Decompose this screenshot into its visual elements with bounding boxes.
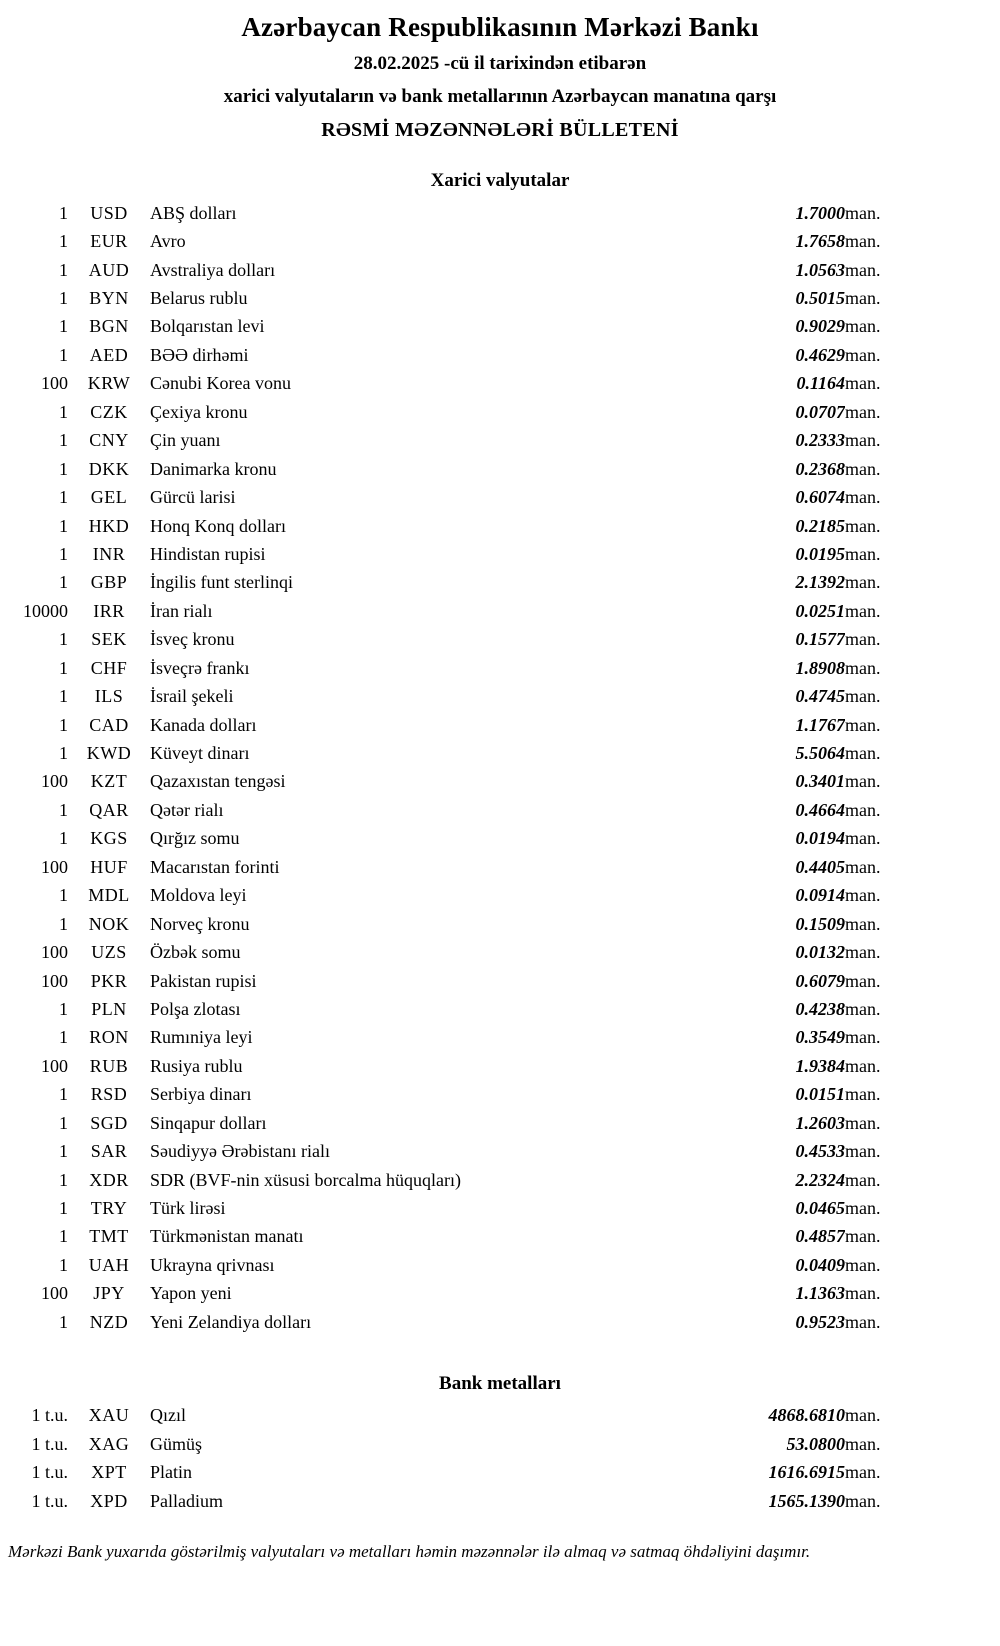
rate-value-cell: 1.7658 (795, 231, 845, 252)
quantity-cell: 1 (59, 913, 68, 934)
currency-name-cell: Kanada dolları (150, 714, 257, 735)
quantity-cell: 1 (59, 1254, 68, 1275)
rate-row (0, 1458, 915, 1486)
rate-row (0, 938, 915, 966)
currency-code-cell: SGD (90, 1112, 128, 1133)
unit-label-cell: man. (845, 714, 881, 735)
currency-code-cell: NOK (88, 913, 130, 934)
subject-line: xarici valyutaların və bank metallarının Azərbaycan manatına qarşı (223, 86, 777, 107)
rate-row (0, 967, 915, 995)
quantity-cell: 1 (59, 316, 68, 337)
rate-value-cell: 0.4533 (795, 1141, 845, 1162)
currency-name-cell: Küveyt dinarı (150, 743, 250, 764)
currency-code-cell: KWD (86, 743, 132, 764)
currency-code-cell: RUB (89, 1055, 129, 1076)
currency-code-cell: QAR (89, 799, 129, 820)
quantity-cell: 1 (59, 344, 68, 365)
unit-label-cell: man. (845, 487, 881, 508)
rate-row (0, 427, 915, 455)
currency-code-cell: XPD (90, 1490, 128, 1511)
rate-row (0, 199, 915, 227)
rate-row (0, 1024, 915, 1052)
currency-name-cell: Səudiyyə Ərəbistanı rialı (150, 1141, 330, 1162)
unit-label-cell: man. (845, 202, 881, 223)
unit-label-cell: man. (845, 1226, 881, 1247)
currency-name-cell: Türkmənistan manatı (150, 1226, 304, 1247)
quantity-cell: 1 t.u. (31, 1405, 68, 1426)
quantity-cell: 100 (41, 856, 68, 877)
currency-code-cell: HUF (90, 856, 128, 877)
rate-row (0, 739, 915, 767)
currency-code-cell: DKK (88, 458, 130, 479)
currency-name-cell: Qırğız somu (150, 828, 240, 849)
rate-value-cell: 2.1392 (795, 572, 845, 593)
rate-row (0, 1223, 915, 1251)
rate-value-cell: 0.6079 (795, 970, 845, 991)
bank-title: Azərbaycan Respublikasının Mərkəzi Bankı (241, 12, 759, 42)
currency-name-cell: Çexiya kronu (150, 401, 248, 422)
rate-value-cell: 0.3401 (795, 771, 845, 792)
rate-value-cell: 0.4405 (795, 856, 845, 877)
currency-name-cell: Honq Konq dolları (150, 515, 286, 536)
unit-label-cell: man. (845, 1141, 881, 1162)
quantity-cell: 1 (59, 1198, 68, 1219)
currency-name-cell: Sinqapur dolları (150, 1112, 267, 1133)
rate-row (0, 654, 915, 682)
currency-code-cell: CZK (90, 401, 128, 422)
rate-value-cell: 1.1363 (795, 1283, 845, 1304)
rate-row (0, 1052, 915, 1080)
currency-code-cell: KZT (90, 771, 128, 792)
rate-value-cell: 0.0251 (795, 600, 845, 621)
unit-label-cell: man. (845, 1198, 881, 1219)
rate-row (0, 1109, 915, 1137)
rate-row (0, 597, 915, 625)
currency-name-cell: Gümüş (150, 1433, 203, 1454)
rate-value-cell: 0.0409 (795, 1254, 845, 1275)
rate-value-cell: 0.4664 (795, 799, 845, 820)
rate-row (0, 1308, 915, 1336)
currency-code-cell: SEK (91, 629, 127, 650)
rate-value-cell: 53.0800 (786, 1433, 845, 1454)
quantity-cell: 100 (41, 942, 68, 963)
currency-code-cell: TRY (90, 1198, 128, 1219)
currency-code-cell: IRR (93, 600, 125, 621)
unit-label-cell: man. (845, 288, 881, 309)
currency-code-cell: NZD (89, 1311, 129, 1332)
currency-code-cell: CAD (89, 714, 129, 735)
rate-value-cell: 0.0465 (795, 1198, 845, 1219)
rate-value-cell: 0.2185 (795, 515, 845, 536)
effective-date-line: 28.02.2025 -cü il tarixindən etibarən (353, 53, 647, 74)
quantity-cell: 1 (59, 288, 68, 309)
quantity-cell: 1 (59, 885, 68, 906)
currency-name-cell: Ukrayna qrivnası (150, 1254, 275, 1275)
currency-name-cell: Rumıniya leyi (150, 1027, 253, 1048)
unit-label-cell: man. (845, 686, 881, 707)
currency-code-cell: TMT (89, 1226, 129, 1247)
rate-value-cell: 0.0914 (795, 885, 845, 906)
rate-row (0, 313, 915, 341)
quantity-cell: 1 (59, 458, 68, 479)
currency-name-cell: Avstraliya dolları (150, 259, 276, 280)
currency-name-cell: Yapon yeni (150, 1283, 232, 1304)
unit-label-cell: man. (845, 231, 881, 252)
quantity-cell: 100 (41, 771, 68, 792)
unit-label-cell: man. (845, 1311, 881, 1332)
quantity-cell: 1 (59, 743, 68, 764)
unit-label-cell: man. (845, 316, 881, 337)
currency-name-cell: İngilis funt sterlinqi (150, 572, 293, 593)
quantity-cell: 1 (59, 1141, 68, 1162)
currency-code-cell: UAH (88, 1254, 130, 1275)
rate-row (0, 1194, 915, 1222)
unit-label-cell: man. (845, 1433, 881, 1454)
unit-label-cell: man. (845, 543, 881, 564)
currencies-section-title: Xarici valyutalar (430, 170, 570, 191)
rate-row (0, 455, 915, 483)
rate-row (0, 1251, 915, 1279)
quantity-cell: 1 (59, 259, 68, 280)
unit-label-cell: man. (845, 913, 881, 934)
unit-label-cell: man. (845, 1405, 881, 1426)
rate-row (0, 910, 915, 938)
rate-row (0, 853, 915, 881)
currency-name-cell: BƏƏ dirhəmi (150, 344, 249, 365)
unit-label-cell: man. (845, 1112, 881, 1133)
rate-value-cell: 1616.6915 (768, 1462, 845, 1483)
rate-row (0, 882, 915, 910)
currency-name-cell: Çin yuanı (150, 430, 221, 451)
rate-value-cell: 0.2368 (795, 458, 845, 479)
currency-code-cell: EUR (90, 231, 128, 252)
currency-name-cell: Serbiya dinarı (150, 1084, 252, 1105)
unit-label-cell: man. (845, 828, 881, 849)
rate-value-cell: 0.4745 (795, 686, 845, 707)
quantity-cell: 1 t.u. (31, 1433, 68, 1454)
rate-value-cell: 0.0151 (795, 1084, 845, 1105)
currency-code-cell: SAR (90, 1141, 128, 1162)
rate-row (0, 341, 915, 369)
currency-name-cell: Qızıl (150, 1405, 186, 1426)
quantity-cell: 1 (59, 1311, 68, 1332)
currency-name-cell: Yeni Zelandiya dolları (150, 1311, 312, 1332)
unit-label-cell: man. (845, 401, 881, 422)
quantity-cell: 1 (59, 515, 68, 536)
rate-row (0, 512, 915, 540)
quantity-cell: 1 (59, 430, 68, 451)
rate-row (0, 1430, 915, 1458)
currency-code-cell: XAU (88, 1405, 130, 1426)
currency-code-cell: XDR (89, 1169, 129, 1190)
currency-name-cell: Macarıstan forinti (150, 856, 280, 877)
quantity-cell: 1 (59, 202, 68, 223)
unit-label-cell: man. (845, 515, 881, 536)
currency-name-cell: Özbək somu (150, 942, 241, 963)
rate-row (0, 1166, 915, 1194)
unit-label-cell: man. (845, 458, 881, 479)
rate-value-cell: 1.7000 (795, 202, 845, 223)
rate-value-cell: 0.4238 (795, 998, 845, 1019)
currency-name-cell: Platin (150, 1462, 193, 1483)
rate-value-cell: 0.0707 (795, 401, 845, 422)
rate-value-cell: 0.9029 (795, 316, 845, 337)
currency-name-cell: ABŞ dolları (150, 202, 237, 223)
unit-label-cell: man. (845, 1027, 881, 1048)
quantity-cell: 1 (59, 686, 68, 707)
quantity-cell: 1 (59, 1027, 68, 1048)
rate-value-cell: 0.1577 (795, 629, 845, 650)
quantity-cell: 1 (59, 657, 68, 678)
quantity-cell: 100 (41, 970, 68, 991)
unit-label-cell: man. (845, 942, 881, 963)
unit-label-cell: man. (845, 998, 881, 1019)
currency-name-cell: Danimarka kronu (150, 458, 277, 479)
quantity-cell: 1 (59, 543, 68, 564)
unit-label-cell: man. (845, 1283, 881, 1304)
unit-label-cell: man. (845, 344, 881, 365)
currency-code-cell: UZS (91, 942, 127, 963)
rate-value-cell: 1.2603 (795, 1112, 845, 1133)
rate-value-cell: 0.5015 (795, 288, 845, 309)
rate-value-cell: 0.4629 (795, 344, 845, 365)
currency-name-cell: Qazaxıstan tengəsi (150, 771, 286, 792)
rate-value-cell: 0.0194 (795, 828, 845, 849)
currency-name-cell: İran rialı (150, 600, 213, 621)
rate-row (0, 569, 915, 597)
rate-value-cell: 1565.1390 (768, 1490, 845, 1511)
unit-label-cell: man. (845, 799, 881, 820)
currency-code-cell: BYN (89, 288, 129, 309)
currency-name-cell: Belarus rublu (150, 288, 248, 309)
currency-name-cell: Moldova leyi (150, 885, 247, 906)
unit-label-cell: man. (845, 1055, 881, 1076)
currency-name-cell: İsrail şekeli (150, 686, 234, 707)
unit-label-cell: man. (845, 430, 881, 451)
currency-code-cell: GEL (90, 487, 128, 508)
metals-table (0, 1402, 915, 1516)
currency-name-cell: Bolqarıstan levi (150, 316, 265, 337)
rate-row (0, 284, 915, 312)
quantity-cell: 1 (59, 401, 68, 422)
quantity-cell: 1 (59, 714, 68, 735)
currency-name-cell: Polşa zlotası (150, 998, 241, 1019)
currency-name-cell: Cənubi Korea vonu (150, 373, 291, 394)
rate-row (0, 1402, 915, 1430)
unit-label-cell: man. (845, 259, 881, 280)
currency-name-cell: Rusiya rublu (150, 1055, 243, 1076)
currency-code-cell: RSD (90, 1084, 128, 1105)
currency-name-cell: Norveç kronu (150, 913, 250, 934)
unit-label-cell: man. (845, 1169, 881, 1190)
rate-row (0, 1081, 915, 1109)
currency-code-cell: RON (89, 1027, 129, 1048)
currency-name-cell: Avro (150, 231, 186, 252)
currency-name-cell: Palladium (150, 1490, 223, 1511)
rate-value-cell: 0.0132 (795, 942, 845, 963)
rate-value-cell: 0.4857 (795, 1226, 845, 1247)
unit-label-cell: man. (845, 771, 881, 792)
currency-code-cell: XAG (88, 1433, 130, 1454)
unit-label-cell: man. (845, 657, 881, 678)
currency-code-cell: BGN (89, 316, 129, 337)
currency-name-cell: Türk lirəsi (150, 1198, 226, 1219)
unit-label-cell: man. (845, 373, 881, 394)
currency-name-cell: SDR (BVF-nin xüsusi borcalma hüquqları) (150, 1169, 461, 1190)
rate-value-cell: 0.2333 (795, 430, 845, 451)
currency-code-cell: USD (90, 202, 128, 223)
quantity-cell: 1 (59, 828, 68, 849)
currency-code-cell: XPT (91, 1462, 127, 1483)
currency-code-cell: KGS (90, 828, 128, 849)
rate-value-cell: 1.1767 (795, 714, 845, 735)
rate-row (0, 227, 915, 255)
currency-name-cell: Gürcü larisi (150, 487, 236, 508)
currency-code-cell: ILS (94, 686, 124, 707)
metals-section-title: Bank metalları (439, 1372, 561, 1394)
rate-value-cell: 4868.6810 (768, 1405, 845, 1426)
currency-name-cell: Hindistan rupisi (150, 543, 266, 564)
currency-code-cell: AUD (88, 259, 130, 280)
currency-code-cell: PLN (91, 998, 127, 1019)
quantity-cell: 1 (59, 799, 68, 820)
quantity-cell: 10000 (23, 600, 68, 621)
currency-name-cell: İsveç kronu (150, 629, 235, 650)
currency-code-cell: HKD (88, 515, 130, 536)
rate-row (0, 256, 915, 284)
unit-label-cell: man. (845, 1254, 881, 1275)
rate-row (0, 398, 915, 426)
quantity-cell: 1 (59, 572, 68, 593)
bulletin-title: RƏSMİ MƏZƏNNƏLƏRİ BÜLLETENİ (321, 119, 679, 141)
quantity-cell: 1 (59, 1226, 68, 1247)
currency-code-cell: PKR (90, 970, 128, 991)
unit-label-cell: man. (845, 743, 881, 764)
quantity-cell: 1 (59, 1169, 68, 1190)
currency-name-cell: Qətər rialı (150, 799, 224, 820)
unit-label-cell: man. (845, 629, 881, 650)
rate-value-cell: 0.1509 (795, 913, 845, 934)
unit-label-cell: man. (845, 856, 881, 877)
quantity-cell: 1 (59, 487, 68, 508)
quantity-cell: 1 (59, 231, 68, 252)
rate-value-cell: 0.1164 (796, 373, 845, 394)
quantity-cell: 100 (41, 373, 68, 394)
unit-label-cell: man. (845, 885, 881, 906)
rate-row (0, 1280, 915, 1308)
rate-value-cell: 0.6074 (795, 487, 845, 508)
quantity-cell: 1 (59, 1084, 68, 1105)
currency-name-cell: İsveçrə frankı (150, 657, 250, 678)
unit-label-cell: man. (845, 1462, 881, 1483)
quantity-cell: 100 (41, 1283, 68, 1304)
unit-label-cell: man. (845, 572, 881, 593)
currency-code-cell: INR (92, 543, 126, 564)
rate-value-cell: 0.0195 (795, 543, 845, 564)
rate-row (0, 540, 915, 568)
unit-label-cell: man. (845, 970, 881, 991)
rate-row (0, 768, 915, 796)
rate-row (0, 995, 915, 1023)
currency-code-cell: CNY (89, 430, 129, 451)
quantity-cell: 1 t.u. (31, 1490, 68, 1511)
disclaimer-text: Mərkəzi Bank yuxarıda göstərilmiş valyutaları və metalları həmin məzənnələr ilə almaq və satmaq öhdəliyini daşımır. (8, 1542, 811, 1562)
quantity-cell: 1 (59, 998, 68, 1019)
currency-code-cell: KRW (87, 373, 131, 394)
rate-row (0, 796, 915, 824)
currency-code-cell: JPY (93, 1283, 125, 1304)
unit-label-cell: man. (845, 1490, 881, 1511)
rate-row (0, 682, 915, 710)
rate-value-cell: 0.3549 (795, 1027, 845, 1048)
currency-code-cell: MDL (88, 885, 130, 906)
rate-row (0, 370, 915, 398)
currency-code-cell: AED (89, 344, 129, 365)
rate-row (0, 711, 915, 739)
quantity-cell: 1 (59, 629, 68, 650)
quantity-cell: 100 (41, 1055, 68, 1076)
rate-row (0, 626, 915, 654)
currencies-table (0, 199, 915, 1337)
quantity-cell: 1 (59, 1112, 68, 1133)
unit-label-cell: man. (845, 600, 881, 621)
rate-value-cell: 1.0563 (795, 259, 845, 280)
rate-value-cell: 5.5064 (795, 743, 845, 764)
rate-row (0, 825, 915, 853)
rate-row (0, 1137, 915, 1165)
quantity-cell: 1 t.u. (31, 1462, 68, 1483)
rate-row (0, 483, 915, 511)
rate-row (0, 1487, 915, 1515)
rate-value-cell: 0.9523 (795, 1311, 845, 1332)
rate-value-cell: 1.8908 (795, 657, 845, 678)
rate-value-cell: 1.9384 (795, 1055, 845, 1076)
rate-value-cell: 2.2324 (795, 1169, 845, 1190)
currency-code-cell: GBP (90, 572, 128, 593)
currency-name-cell: Pakistan rupisi (150, 970, 257, 991)
currency-code-cell: CHF (90, 657, 128, 678)
unit-label-cell: man. (845, 1084, 881, 1105)
